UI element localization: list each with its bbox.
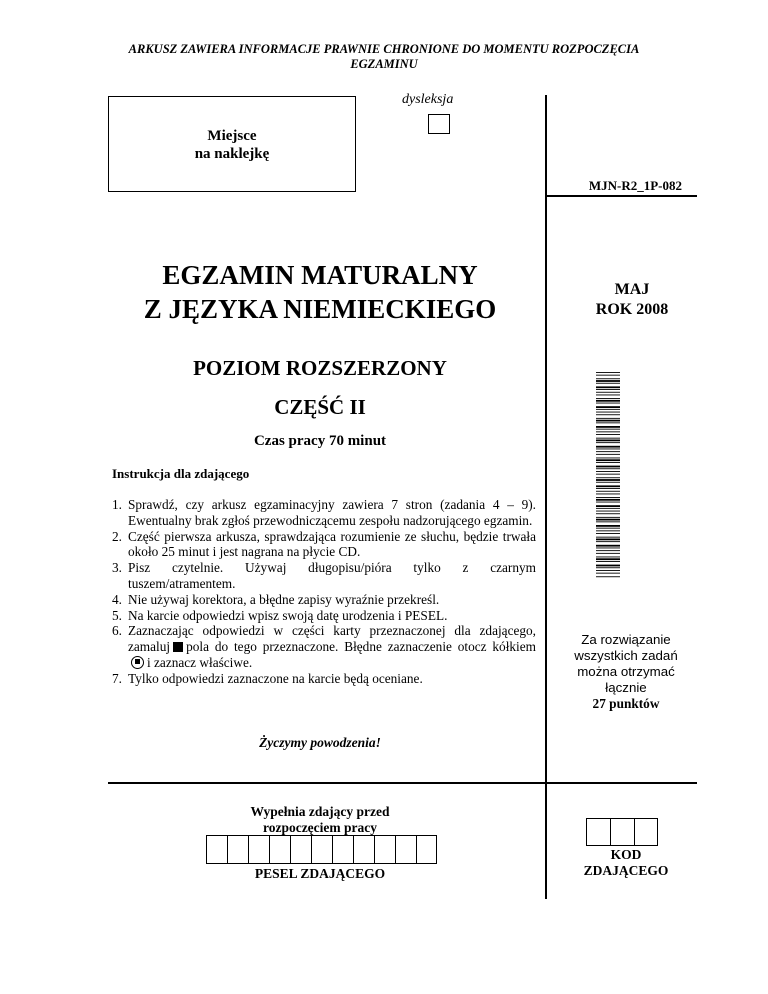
barcode-bar [596,380,620,382]
exam-date: MAJ ROK 2008 [595,281,669,318]
code-underline [545,195,697,197]
barcode-bar [596,573,620,574]
barcode-bar [596,567,620,568]
barcode-bar [596,565,620,567]
exam-part: CZĘŚĆ II [274,395,366,419]
dyslexia-checkbox[interactable] [428,114,450,134]
points-info: Za rozwiązanie wszystkich zadań można otrzymać łącznie 27 punktów [574,632,678,711]
pesel-input-grid[interactable] [206,835,437,864]
barcode-bar [596,502,620,503]
barcode-bar [596,505,620,507]
pesel-digit-box[interactable] [374,835,395,864]
barcode-bar [596,375,620,376]
pesel-digit-box[interactable] [290,835,311,864]
sticker-label: Miejsce na naklejkę [194,128,270,162]
barcode-bar [596,446,620,448]
good-luck-text: Życzymy powodzenia! [259,735,381,750]
pesel-digit-box[interactable] [311,835,332,864]
barcode-bar [596,434,620,435]
barcode-bar [596,462,620,463]
barcode-bar [596,389,620,390]
instruction-item: 5. Na karcie odpowiedzi wpisz swoją datę urodzenia i PESEL. [112,607,448,623]
barcode-bar [596,466,620,468]
barcode-bar [596,449,620,450]
instruction-item: 1. Sprawdź, czy arkusz egzaminacyjny zawiera 7 stron (zadania 4 – 9). Ewentualny brak zgłoś przewodniczącemu zespołu nadzorującego egzamin. [112,497,536,528]
barcode-bar [596,511,620,512]
barcode-bar [596,471,620,472]
barcode-bar [596,392,620,393]
barcode-bar [596,468,620,469]
barcode-bar [596,372,620,373]
barcode-bar [596,438,620,439]
barcode-bar [596,537,620,538]
pesel-digit-box[interactable] [248,835,269,864]
fill-in-label: Wypełnia zdający przed rozpoczęciem pracy [250,804,390,835]
barcode-bar [596,491,620,492]
barcode-bar [596,426,620,428]
instruction-item: 3. Pisz czytelnie. Używaj długopisu/pióra tylko z czarnym tuszem/atramentem. [112,560,536,591]
pesel-digit-box[interactable] [353,835,374,864]
barcode-bar [596,561,620,562]
barcode-bar [596,541,620,542]
barcode-bar [596,422,620,423]
barcode-bar [596,386,620,388]
barcode-bar [596,409,620,410]
header-notice: ARKUSZ ZAWIERA INFORMACJE PRAWNIE CHRONIONE DO MOMENTU ROZPOCZĘCIA EGZAMINU [128,42,640,71]
barcode-bar [596,530,620,531]
barcode-bar [596,539,620,541]
barcode-bar [596,395,620,396]
barcode-bar [596,545,620,547]
pesel-digit-box[interactable] [395,835,416,864]
barcode-bar [596,550,620,551]
barcode-bar [596,398,620,399]
barcode-bar [596,499,620,501]
instruction-item: 6. Zaznaczając odpowiedzi w części karty przeznaczonej dla zdającego, zamaluj pola do tego przeznaczone. Błędne zaznaczenie otocz kółkiemi zaznacz właściwe. [112,623,536,670]
exam-title: EGZAMIN MATURALNY Z JĘZYKA NIEMIECKIEGO [143,260,497,324]
barcode-bar [596,479,620,481]
barcode-bar [596,412,620,413]
barcode-bar [596,497,620,498]
barcode-bar [596,474,620,475]
barcode-bar [596,431,620,432]
barcode-bar [596,528,620,529]
bottom-divider [108,782,697,784]
kod-input-grid[interactable] [586,818,658,846]
barcode-bar [596,508,620,509]
pesel-digit-box[interactable] [206,835,227,864]
instructions-title: Instrukcja dla zdającego [112,466,250,481]
barcode-bar [596,406,620,408]
barcode-bar [596,557,620,558]
instruction-item: 4. Nie używaj korektora, a błędne zapisy wyraźnie przekreśl. [112,591,440,607]
barcode-bar [596,383,620,384]
dyslexia-label: dysleksja [402,92,454,107]
barcode-bar [596,418,620,419]
barcode-bar [596,576,620,577]
kod-digit-box[interactable] [634,818,658,846]
exam-code: MJN-R2_1P-082 [588,178,682,193]
circled-square-icon [131,656,144,669]
kod-digit-box[interactable] [610,818,634,846]
barcode [596,372,620,578]
barcode-bar [596,429,620,430]
barcode-bar [596,403,620,404]
barcode-bar [596,477,620,478]
vertical-divider [545,95,547,899]
barcode-bar [596,558,620,560]
barcode-bar [596,459,620,461]
barcode-bar [596,420,620,422]
barcode-bar [596,517,620,518]
pesel-label: PESEL ZDAJĄCEGO [254,866,386,881]
kod-label: KOD ZDAJĄCEGO [583,847,669,878]
barcode-bar [596,519,620,521]
pesel-digit-box[interactable] [227,835,248,864]
barcode-bar [596,482,620,483]
barcode-bar [596,521,620,522]
exam-time: Czas pracy 70 minut [253,433,387,449]
sticker-box [108,96,356,192]
barcode-bar [596,378,620,379]
filled-square-icon [173,642,183,652]
instructions-list [112,497,536,687]
barcode-bar [596,414,620,415]
barcode-bar [596,553,620,554]
barcode-bar [596,454,620,455]
barcode-bar [596,488,620,489]
barcode-bar [596,400,620,402]
barcode-bar [596,570,620,571]
pesel-digit-box[interactable] [332,835,353,864]
barcode-bar [596,525,620,527]
instruction-item: 7. Tylko odpowiedzi zaznaczone na karcie będą oceniane. [112,670,423,686]
barcode-bar [596,494,620,495]
exam-level: POZIOM ROZSZERZONY [193,356,447,380]
barcode-bar [596,458,620,459]
instruction-item: 2. Część pierwsza arkusza, sprawdzająca rozumienie ze słuchu, będzie trwała około 25 minut i jest nagrana na płycie CD. [112,528,536,560]
kod-digit-box[interactable] [586,818,610,846]
barcode-bar [596,442,620,443]
barcode-bar [596,548,620,549]
barcode-bar [596,485,620,487]
barcode-bar [596,533,620,534]
pesel-digit-box[interactable] [416,835,437,864]
barcode-bar [596,513,620,514]
pesel-digit-box[interactable] [269,835,290,864]
barcode-bar [596,451,620,452]
barcode-bar [596,440,620,442]
